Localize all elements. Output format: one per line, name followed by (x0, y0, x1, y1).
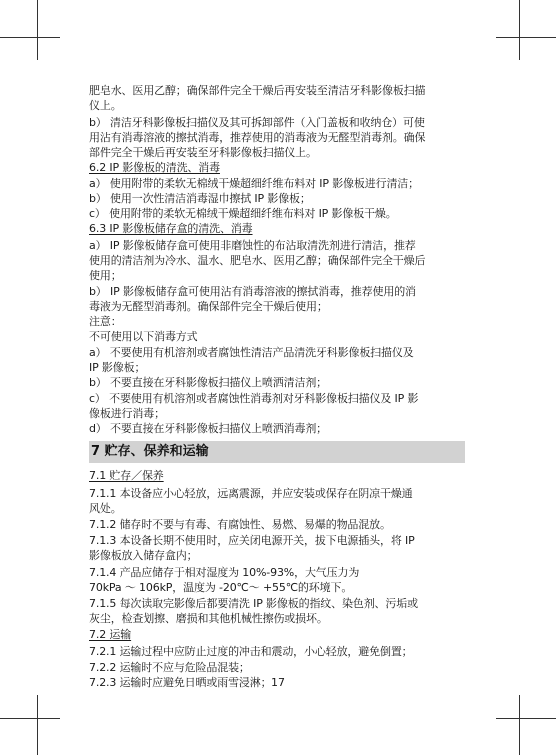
crop-mark-bottom-left-h (0, 718, 60, 719)
note-label: 注意： (89, 315, 122, 328)
text-line: b） IP 影像板储存盒可使用沾有消毒溶液的擦拭消毒，推荐使用的消 (89, 285, 416, 298)
text-line: 7.1.1 本设备应小心轻放，远离震源，并应安装或保存在阴凉干燥通 (89, 487, 413, 500)
text-line: 7.1.5 每次读取完影像后都要清洗 IP 影像板的指纹、染色剂、污垢或 (89, 597, 418, 610)
text-line: 使用的清洁剂为冷水、温水、肥皂水、医用乙醇；确保部件完全干燥后 (89, 254, 426, 267)
text-line: IP 影像板； (89, 361, 146, 374)
chapter-title: 7 贮存、保养和运输 (91, 444, 209, 459)
crop-mark-top-right-v (519, 0, 520, 60)
page-number: 17 (271, 676, 285, 689)
section-heading-6-3: 6.3 IP 影像板储存盒的清洗、消毒 (89, 222, 253, 235)
text-line: 影像板放入储存盒内； (89, 549, 198, 562)
crop-mark-bottom-left-v (37, 695, 38, 755)
section-heading-7-2: 7.2 运输 (89, 628, 132, 641)
text-line: 使用； (89, 269, 122, 282)
text-line: d） 不要直接在牙科影像板扫描仪上喷洒消毒剂； (89, 422, 328, 435)
crop-mark-top-left-h (0, 37, 60, 38)
text-line: 毒液为无醛型消毒剂。确保部件完全干燥后使用； (89, 300, 328, 313)
text-line: 7.2.3 运输时应避免日晒或雨雪浸淋； (89, 676, 272, 689)
text-line: 像板进行消毒； (89, 407, 165, 420)
text-line: c） 不要使用有机溶剂或者腐蚀性消毒剂对牙科影像板扫描仪及 IP 影 (89, 392, 419, 405)
text-line: 灰尘，检查划擦、磨损和其他机械性擦伤或损坏。 (89, 612, 328, 625)
text-line: 肥皂水、医用乙醇；确保部件完全干燥后再安装至清洁牙科影像板扫描 (89, 84, 426, 97)
crop-mark-top-right-h (496, 37, 556, 38)
list-item: a） 使用附带的柔软无棉绒干燥超细纤维布料对 IP 影像板进行清洁； (89, 177, 420, 190)
text-line: b） 清洁牙科影像板扫描仪及其可拆卸部件（入门盖板和收纳仓）可使 (89, 116, 425, 129)
text-line: 仪上。 (89, 99, 122, 112)
text-line: 用沾有消毒溶液的擦拭消毒，推荐使用的消毒液为无醛型消毒剂。确保 (89, 131, 426, 144)
text-line: 7.2.1 运输过程中应防止过度的冲击和震动，小心轻放，避免倒置； (89, 645, 413, 658)
crop-mark-bottom-right-v (519, 695, 520, 755)
list-item: b） 使用一次性清洁消毒湿巾擦拭 IP 影像板； (89, 192, 311, 205)
crop-mark-bottom-right-h (496, 718, 556, 719)
crop-mark-top-left-v (37, 0, 38, 60)
text-line: 部件完全干燥后再安装至牙科影像板扫描仪上。 (89, 146, 317, 159)
section-heading-6-2: 6.2 IP 影像板的清洗、消毒 (89, 161, 220, 174)
text-line: b） 不要直接在牙科影像板扫描仪上喷洒清洁剂； (89, 376, 328, 389)
text-line: 7.1.4 产品应储存于相对湿度为 10%-93%，大气压力为 (89, 566, 360, 579)
list-item: c） 使用附带的柔软无棉绒干燥超细纤维布料对 IP 影像板干燥。 (89, 207, 397, 220)
chapter-heading-7 (89, 441, 465, 463)
text-line: 70kPa ～ 106kP，温度为 -20℃～ +55℃的环境下。 (89, 581, 353, 594)
text-line: 不可使用以下消毒方式 (89, 330, 198, 343)
text-line: 7.1.3 本设备长期不使用时，应关闭电源开关，拔下电源插头，将 IP (89, 534, 415, 547)
text-line: a） IP 影像板储存盒可使用非磨蚀性的布沾取清洗剂进行清洁，推荐 (89, 239, 416, 252)
text-line: 7.2.2 运输时不应与危险品混装； (89, 661, 250, 674)
section-heading-7-1: 7.1 贮存／保养 (89, 469, 164, 482)
text-line: 7.1.2 储存时不要与有毒、有腐蚀性、易燃、易爆的物品混放。 (89, 518, 391, 531)
text-line: a） 不要使用有机溶剂或者腐蚀性清洁产品清洗牙科影像板扫描仪及 (89, 346, 414, 359)
text-line: 风处。 (89, 502, 122, 515)
